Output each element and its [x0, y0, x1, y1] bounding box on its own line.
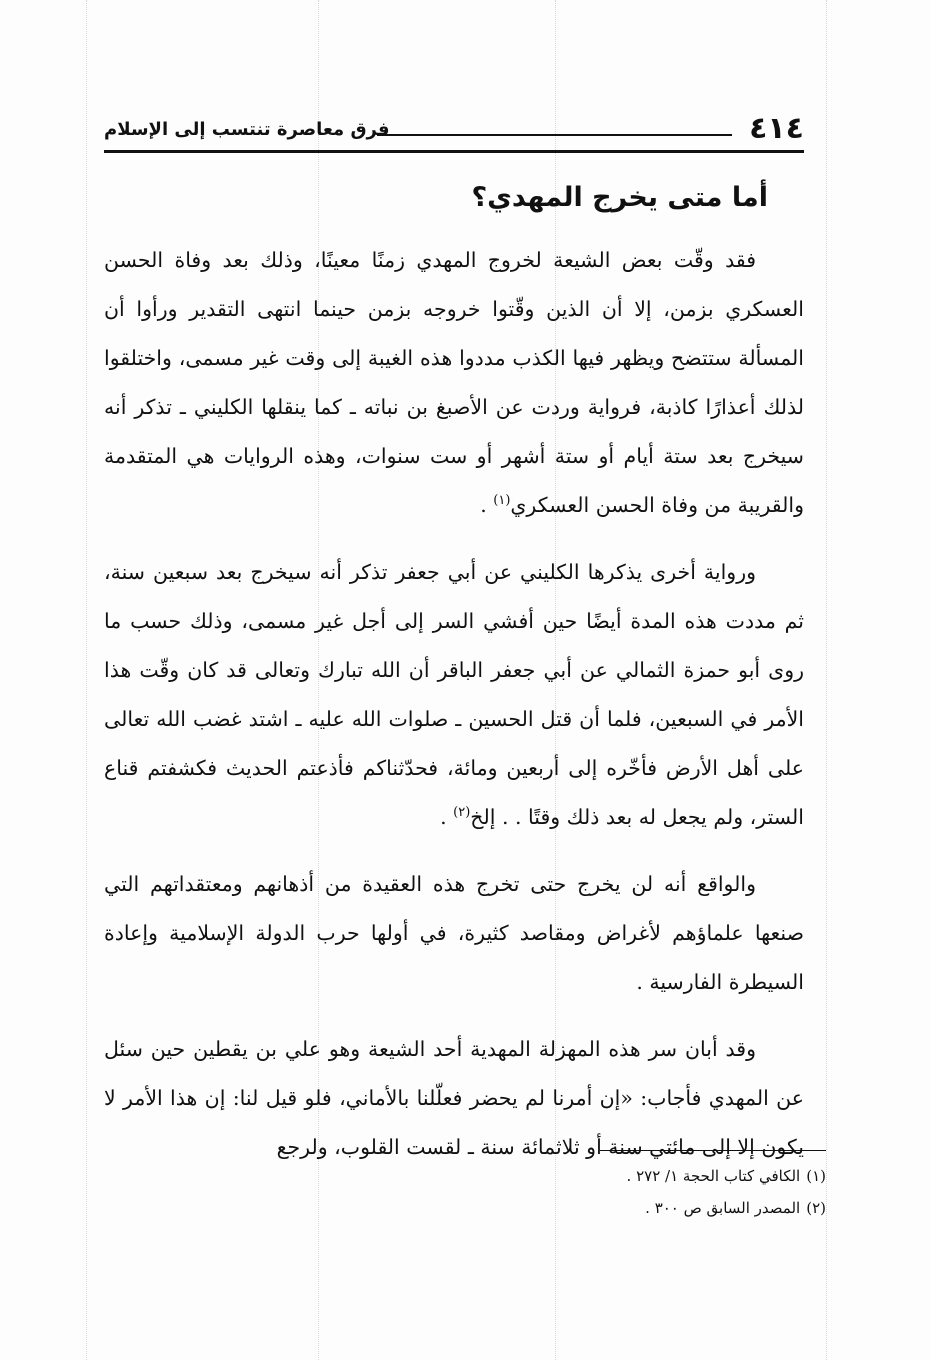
footnote-reference-1: (١)	[493, 493, 511, 509]
header-rule	[104, 150, 804, 153]
footnote-2	[326, 1192, 826, 1224]
paragraph-text: وقد أبان سر هذه المهزلة المهدية أحد الشيعة وهو علي بن يقطين حين سئل عن المهدي فأجاب: «إن أمرنا لم يحضر فعلّلنا بالأماني، فلو قيل لنا: إن هذا الأمر لا يكون إلا إلى مائتي سنة أو ثلاثمائة سنة ـ لقست القلوب، ولرجع	[104, 1037, 804, 1159]
footnote-number: (٢)	[806, 1199, 826, 1217]
scan-artifact-line	[826, 0, 827, 1360]
paragraph-ending: .	[480, 493, 494, 517]
body-text	[104, 236, 804, 1190]
footnotes	[326, 1160, 826, 1224]
paragraph-2	[104, 548, 804, 842]
footnote-separator	[600, 1150, 826, 1151]
footnote-number: (١)	[806, 1167, 826, 1185]
scan-artifact-line	[86, 0, 87, 1360]
paragraph-1	[104, 236, 804, 530]
paragraph-text: فقد وقّت بعض الشيعة لخروج المهدي زمنًا معينًا، وذلك بعد وفاة الحسن العسكري بزمن، إلا أن الذين وقّتوا خروجه بزمن حينما انتهى التقدير ورأوا أن المسألة ستتضح ويظهر فيها الكذب مددوا هذه الغيبة إلى وقت غير مسمى، واختلقوا لذلك أعذارًا كاذبة، فرواية وردت عن الأصبغ بن نباته ـ كما ينقلها الكليني ـ تذكر أنه سيخرج بعد ستة أيام أو ستة أشهر أو ست سنوات، وهذه الروايات هي المتقدمة والقريبة من وفاة الحسن العسكري	[104, 248, 804, 517]
footnote-reference-2: (٢)	[453, 805, 471, 821]
footnote-text: المصدر السابق ص ٣٠٠ .	[645, 1199, 801, 1217]
running-header	[104, 112, 804, 152]
footnote-1	[326, 1160, 826, 1192]
section-heading: أما متى يخرج المهدي؟	[471, 182, 768, 213]
header-short-rule	[377, 134, 732, 136]
paragraph-text: والواقع أنه لن يخرج حتى تخرج هذه العقيدة من أذهانهم ومعتقداتهم التي صنعها علماؤهم لأغراض ومقاصد كثيرة، في أولها حرب الدولة الإسلامية وإعادة السيطرة الفارسية .	[104, 872, 804, 994]
book-title: فرق معاصرة تنتسب إلى الإسلام	[104, 119, 390, 140]
paragraph-text: ورواية أخرى يذكرها الكليني عن أبي جعفر تذكر أنه سيخرج بعد سبعين سنة، ثم مددت هذه المدة أيضًا حين أفشي السر إلى أجل غير مسمى، وذلك حسب ما روى أبو حمزة الثمالي عن أبي جعفر الباقر أن الله تبارك وتعالى قد كان وقّت هذا الأمر في السبعين، فلما أن قتل الحسين ـ صلوات الله عليه ـ اشتد غضب الله تعالى على أهل الأرض فأخّره إلى أربعين ومائة، فحدّثناكم فأذعتم الحديث فكشفتم قناع الستر، ولم يجعل له بعد ذلك وقتًا . . إلخ	[104, 560, 804, 829]
page-number: ٤١٤	[749, 111, 804, 146]
paragraph-3	[104, 860, 804, 1007]
paragraph-ending: .	[440, 805, 454, 829]
footnote-text: الكافي كتاب الحجة ١/ ٢٧٢ .	[626, 1167, 801, 1185]
